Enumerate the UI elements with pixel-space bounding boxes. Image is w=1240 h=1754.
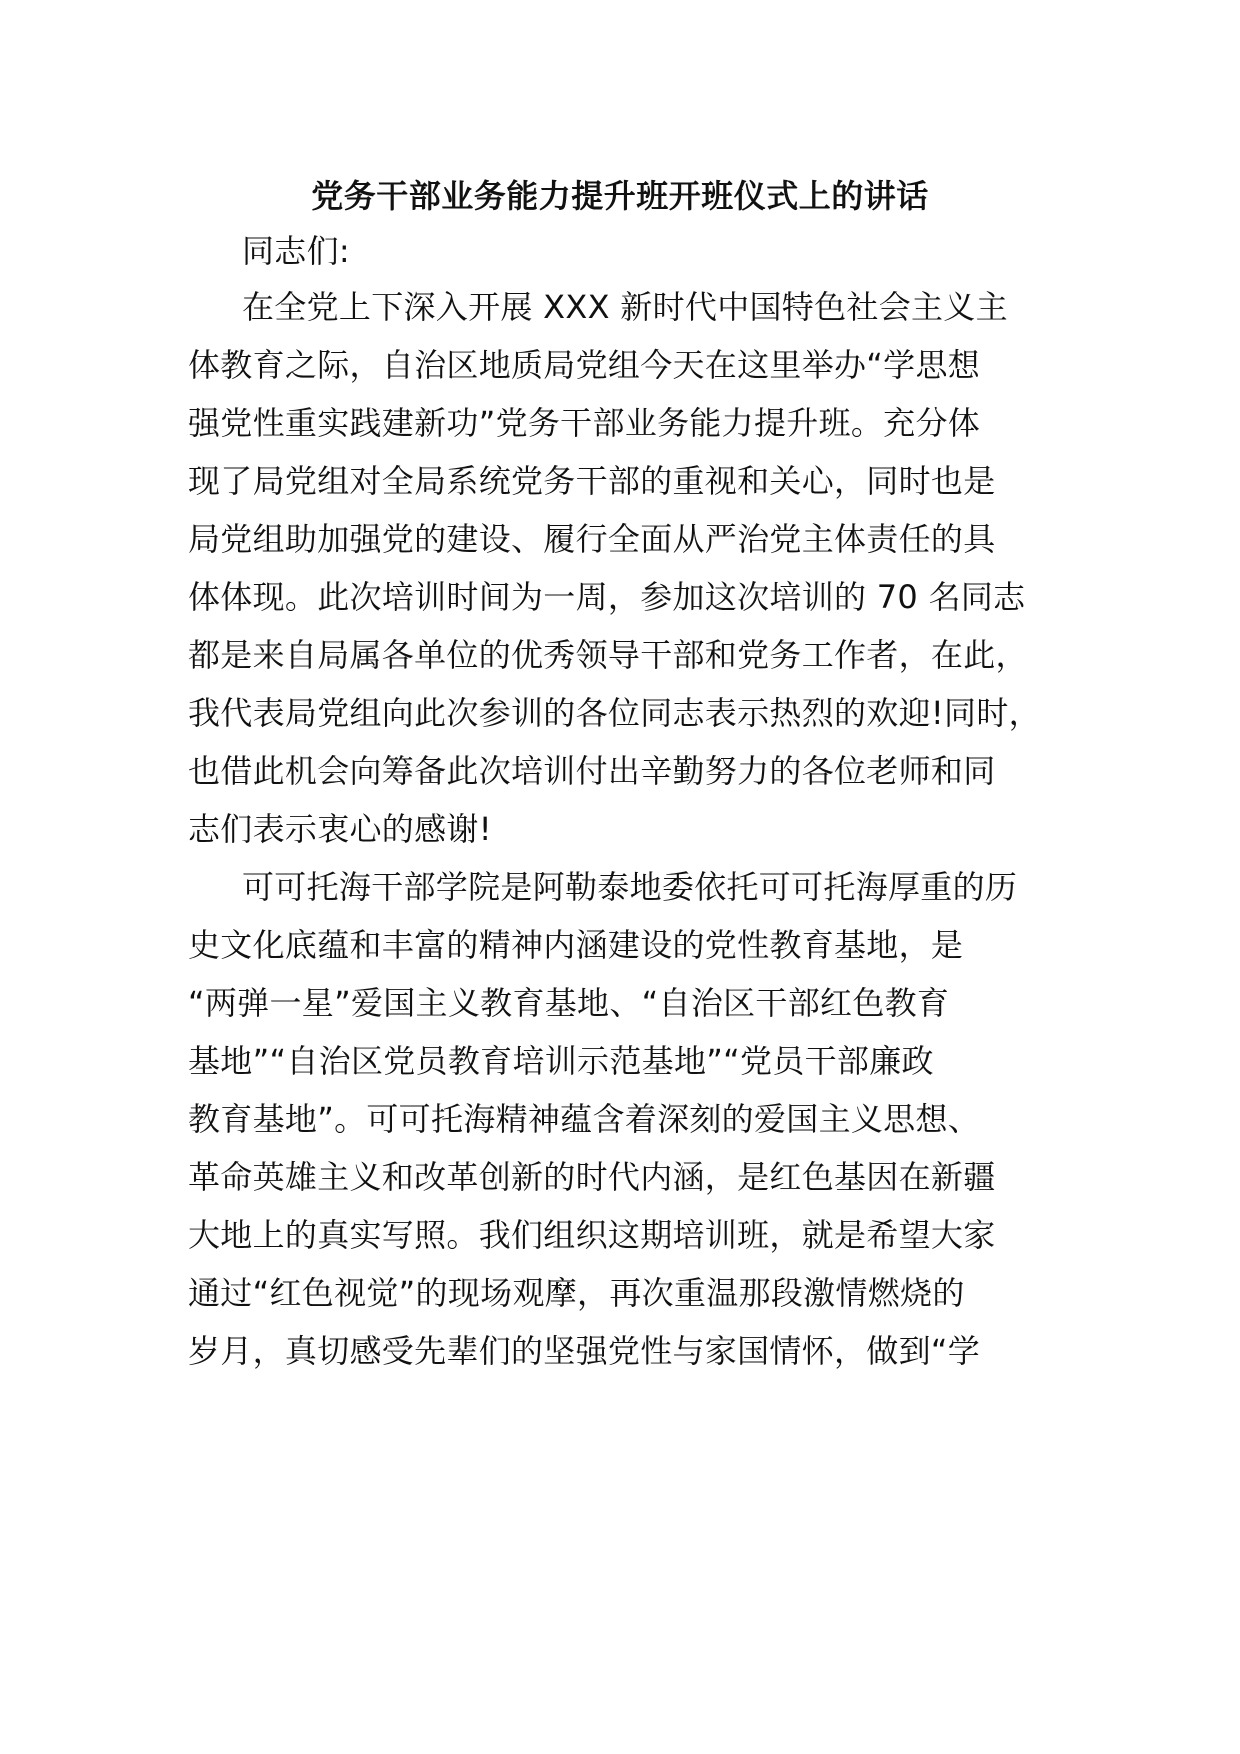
text-line: 基地”“自治区党员教育培训示范基地”“党员干部廉政 [188,1042,934,1080]
text-line: 志们表示衷心的感谢! [188,810,492,848]
text-line: 现了局党组对全局系统党务干部的重视和关心，同时也是 [188,462,996,500]
text-line: 在全党上下深入开展 XXX 新时代中国特色社会主义主 [242,288,1008,326]
text-line: 体教育之际，自治区地质局党组今天在这里举办“学思想 [188,346,981,384]
text-line: 都是来自局属各单位的优秀领导干部和党务工作者，在此， [188,636,1028,674]
salutation: 同志们: [242,232,350,270]
text-line: 大地上的真实写照。我们组织这期培训班，就是希望大家 [188,1216,996,1254]
text-line: 史文化底蕴和丰富的精神内涵建设的党性教育基地，是 [188,926,964,964]
text-line: 局党组助加强党的建设、履行全面从严治党主体责任的具 [188,520,996,558]
document-title: 党务干部业务能力提升班开班仪式上的讲话 [311,177,929,215]
text-line: 我代表局党组向此次参训的各位同志表示热烈的欢迎!同时， [188,694,1041,732]
text-line: 也借此机会向筹备此次培训付出辛勤努力的各位老师和同 [188,752,996,790]
text-line: 强党性重实践建新功”党务干部业务能力提升班。充分体 [188,404,981,442]
text-line: 体体现。此次培训时间为一周，参加这次培训的 70 名同志 [188,578,1026,616]
text-line: 可可托海干部学院是阿勒泰地委依托可可托海厚重的历 [242,868,1018,906]
text-line: 通过“红色视觉”的现场观摩，再次重温那段激情燃烧的 [188,1274,965,1312]
text-line: 革命英雄主义和改革创新的时代内涵，是红色基因在新疆 [188,1158,996,1196]
text-line: 岁月，真切感受先辈们的坚强党性与家国情怀，做到“学 [188,1332,981,1370]
text-line: “两弹一星”爱国主义教育基地、“自治区干部红色教育 [188,984,950,1022]
text-line: 教育基地”。可可托海精神蕴含着深刻的爱国主义思想、 [188,1100,981,1138]
